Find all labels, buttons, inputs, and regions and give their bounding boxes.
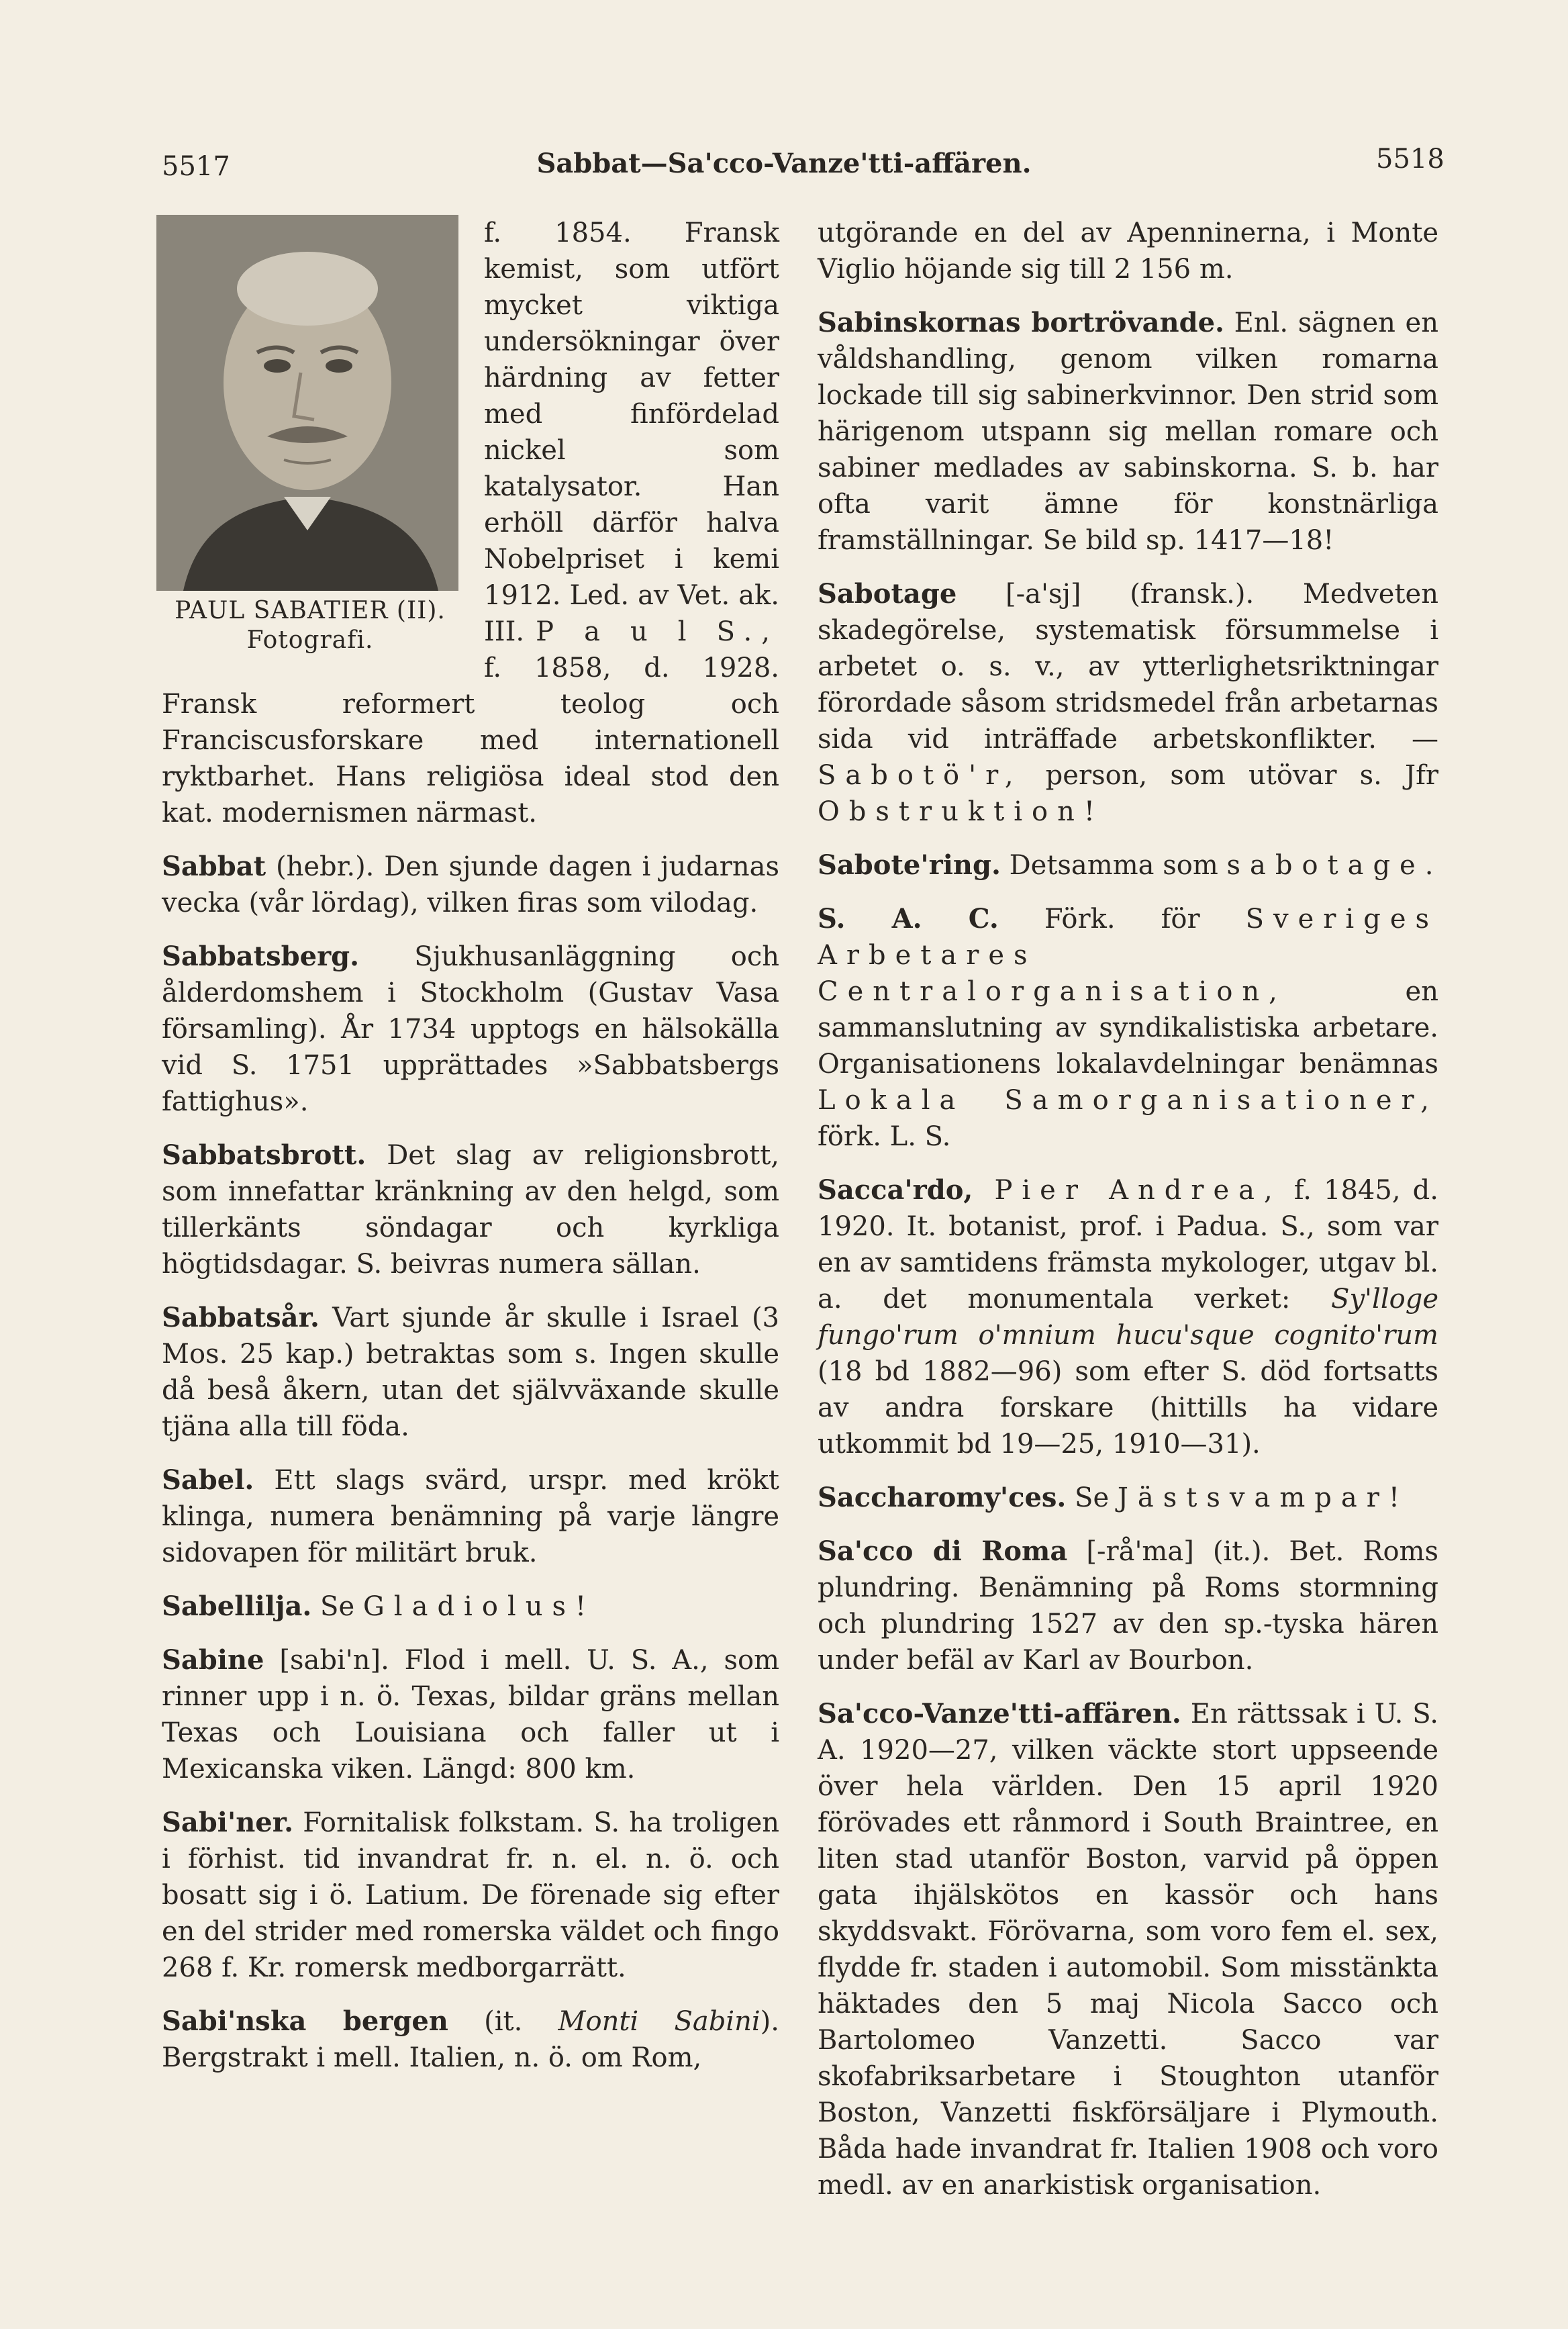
- entry-sabel: [162, 1462, 779, 1571]
- entry-text: (it.: [448, 2006, 558, 2037]
- left-column: [162, 215, 779, 2093]
- headword: Sabel.: [162, 1464, 254, 1496]
- entry-saccardo: [818, 1172, 1438, 1462]
- entry-spaced-name: P a u l S.,: [536, 616, 779, 647]
- entry-sabinskornas: [818, 305, 1438, 559]
- entry-sabotering: [818, 847, 1438, 884]
- cross-reference: Obstruktion: [818, 796, 1084, 827]
- cross-reference: Jästsvampar: [1117, 1482, 1389, 1513]
- entry-text: En rättssak i U. S. A. 1920—27, vilken väckte stort uppseende över hela världen. Den 15 april 1920 förövades ett rånmord i South Braintree, en liten stad utanför Boston, varvid på öppen gata ihjälskötos en kassör och hans skyddsvakt. Förövarna, som voro fem el. sex, flydde fr. staden i automobil. Som misstänkta häktades den 5 maj Nicola Sacco och Bartolomeo Vanzetti. Sacco var skofabriksarbetare i Stoughton utanför Boston, Vanzetti fiskförsäljare i Plymouth. Båda hade invandrat fr. Italien 1908 och voro medl. av en anarkistisk organisation.: [818, 1699, 1438, 2201]
- entry-text: f. 1845, d. 1920. It. botanist, prof. i Padua. S., som var en av samtidens främsta mykologer, utgav bl. a. det monumentala verket:: [818, 1175, 1438, 1315]
- cross-reference: Gladiolus: [362, 1591, 575, 1622]
- portrait-image: [156, 215, 458, 591]
- entry-text: en sammanslutning av syndikalistiska arbetare. Organisationens lokalavdelningar benämnas: [818, 976, 1438, 1080]
- headword: Sabbat: [162, 851, 266, 882]
- entry-text: Det slag av religionsbrott, som innefattar kränkning av den helgd, som tillerkänts söndagar och kyrkliga högtidsdagar. S. beivras numera sällan.: [162, 1140, 779, 1280]
- entry-text: Ett slags svärd, urspr. med krökt klinga, numera benämning på varje längre sidovapen för militärt bruk.: [162, 1465, 779, 1568]
- portrait-block: [156, 215, 464, 678]
- headword: Sabine: [162, 1644, 264, 1676]
- headword: Sabinskornas bortrövande.: [818, 307, 1224, 338]
- entry-text: Förk. för: [998, 904, 1246, 935]
- entry-text: ). Bergstrakt i mell. Italien, n. ö. om Rom,: [162, 2006, 779, 2073]
- headword: Sabbatsår.: [162, 1302, 320, 1333]
- entry-text: (18 bd 1882—96) som efter S. död fortsatts av andra forskare (hittills ha vidare utkommit bd 19—25, 1910—31).: [818, 1356, 1438, 1460]
- entry-text: Vart sjunde år skulle i Israel (3 Mos. 25 kap.) betraktas som s. Ingen skulle då beså åkern, utan det självväxande skulle tjäna alla till föda.: [162, 1302, 779, 1442]
- entry-text: !: [575, 1591, 587, 1622]
- italic-term: Sy'lloge fungo'rum o'mnium hucu'sque cognito'rum: [818, 1284, 1438, 1351]
- entry-text: f. 1858, d. 1928. Fransk reformert teolog och Franciscusforskare med internationell ryktbarhet. Hans religiösa ideal stod den kat. modernismen närmast.: [162, 653, 779, 828]
- entry-sabotage: [818, 576, 1438, 830]
- spaced-term: Sveriges Arbetares Centralorganisation,: [818, 904, 1439, 1007]
- entry-sacco-vanzetti: [818, 1696, 1438, 2203]
- entry-sabbat: [162, 849, 779, 921]
- entry-text: !: [1083, 796, 1095, 827]
- entry-text: !: [1388, 1482, 1400, 1513]
- entry-text: .: [1424, 850, 1434, 881]
- entry-sabiner: [162, 1805, 779, 1986]
- entry-text: [-a'sj] (fransk.). Medveten skadegörelse, systematisk försummelse i arbetet o. s. v., av ytterlighetsriktningar förordade såsom stridsmedel från arbetarnas sida vid inträffade arbetskonflikter. —: [818, 579, 1438, 755]
- entry-sabine: [162, 1642, 779, 1787]
- cross-reference: sabotage: [1226, 850, 1425, 881]
- portrait-caption: [156, 596, 464, 655]
- right-page-number: 5518: [1376, 144, 1444, 175]
- spaced-term: Pier Andrea,: [973, 1175, 1282, 1206]
- headword: Saccharomy'ces.: [818, 1482, 1067, 1513]
- headword: Sabbatsbrott.: [162, 1139, 366, 1171]
- entry-text: Se: [311, 1591, 363, 1622]
- entry-text: person, som utövar s. Jfr: [1022, 760, 1438, 791]
- caption-source: Fotografi.: [246, 626, 374, 654]
- headword: Sabi'nska bergen: [162, 2005, 448, 2037]
- headword: Sa'cco di Roma: [818, 1535, 1068, 1567]
- spaced-term: Sabotö'r,: [818, 760, 1023, 791]
- entry-sabellilja: [162, 1588, 779, 1625]
- entry-sabinska-bergen: [162, 2003, 779, 2076]
- entry-text: (hebr.). Den sjunde dagen i judarnas vecka (vår lördag), vilken firas som vilodag.: [162, 851, 779, 918]
- entry-sabbatsberg: [162, 939, 779, 1120]
- headword: Sacca'rdo,: [818, 1174, 973, 1206]
- entry-text: Detsamma som: [1000, 850, 1227, 881]
- headword: S. A. C.: [818, 903, 999, 935]
- entry-text: [-rå'ma] (it.). Bet. Roms plundring. Benämning på Roms stormning och plundring 1527 av den sp.-tyska hären under befäl av Karl av Bourbon.: [818, 1536, 1438, 1676]
- italic-term: Monti Sabini: [558, 2006, 761, 2037]
- entry-text: f. 1854. Fransk kemist, som utfört mycket viktiga undersökningar över härdning av fetter med finfördelad nickel som katalysator. Han erhöll därför halva Nobelpriset i kemi 1912. Led. av Vet. ak. III.: [484, 218, 779, 647]
- entry-sabbatsbrott: [162, 1137, 779, 1282]
- entry-sac: [818, 901, 1438, 1155]
- entry-sacco-di-roma: [818, 1533, 1438, 1678]
- entry-text: Fornitalisk folkstam. S. ha troligen i förhist. tid invandrat fr. n. el. n. ö. och bosatt sig i ö. Latium. De förenade sig efter en del strider med romerska väldet och fingo 268 f. Kr. romersk medborgarrätt.: [162, 1807, 779, 1983]
- headword: Sabi'ner.: [162, 1807, 294, 1838]
- entry-sabbatsar: [162, 1300, 779, 1445]
- right-column: [818, 215, 1438, 2221]
- entry-text: [sabi'n]. Flod i mell. U. S. A., som rinner upp i n. ö. Texas, bildar gräns mellan Texas och Louisiana och faller ut i Mexicanska viken. Längd: 800 km.: [162, 1645, 779, 1785]
- headword: Sabotage: [818, 578, 957, 610]
- headword: Sabellilja.: [162, 1590, 312, 1622]
- entry-saccharomyces: [818, 1480, 1438, 1516]
- entry-text: Enl. sägnen en våldshandling, genom vilken romarna lockade till sig sabinerkvinnor. Den strid som härigenom utspann sig mellan romare och sabiner medlades av sabinskorna. S. b. har ofta varit ämne för konstnärliga framställningar. Se bild sp. 1417—18!: [818, 307, 1438, 556]
- portrait-photo: [156, 215, 458, 591]
- page-header: [0, 134, 1568, 188]
- entry-continuation: utgörande en del av Apenninerna, i Monte Viglio höjande sig till 2 156 m.: [818, 218, 1438, 285]
- entry-text: förk. L. S.: [818, 1121, 951, 1152]
- running-title: Sabbat—Sa'cco-Vanze'tti-affären.: [536, 148, 1032, 179]
- caption-name: PAUL SABATIER (II).: [175, 597, 446, 624]
- left-page-number: 5517: [162, 151, 230, 182]
- headword: Sa'cco-Vanze'tti-affären.: [818, 1698, 1181, 1729]
- headword: Sabote'ring.: [818, 849, 1001, 881]
- entry-text: Sjukhusanläggning och ålderdomshem i Stockholm (Gustav Vasa församling). År 1734 upptogs en hälsokälla vid S. 1751 upprättades »Sabbatsbergs fattighus».: [162, 941, 779, 1117]
- spaced-term: Lokala Samorganisationer,: [818, 1085, 1438, 1116]
- entry-text: Se: [1066, 1482, 1118, 1513]
- headword: Sabbatsberg.: [162, 941, 360, 972]
